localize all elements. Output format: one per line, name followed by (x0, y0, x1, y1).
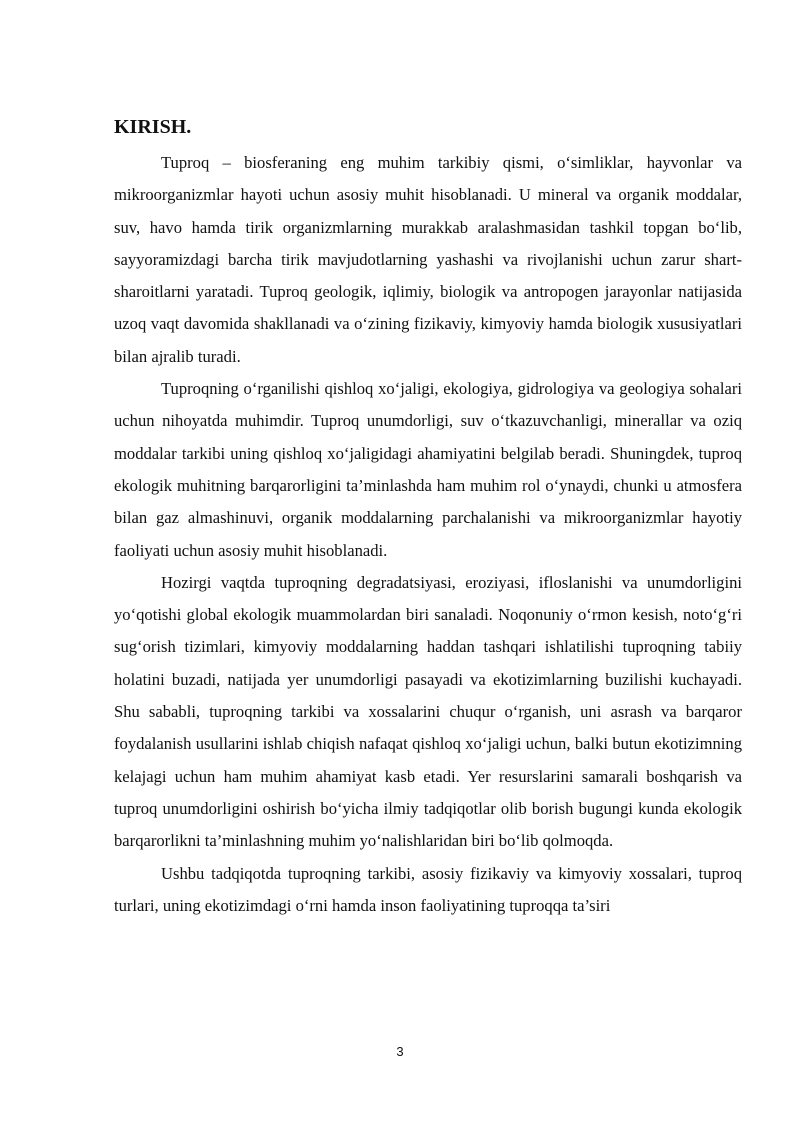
body-text (114, 147, 742, 922)
paragraph: Hozirgi vaqtda tuproqning degradatsiyasi, eroziyasi, ifloslanishi va unumdorligini yo‘qotishi global ekologik muammolardan biri sanaladi. Noqonuniy o‘rmon kesish, noto‘g‘ri sug‘orish tizimlari, kimyoviy moddalarning haddan tashqari ishlatilishi tuproqning tabiiy holatini buzadi, natijada yer unumdorligi pasayadi va ekotizimlarning buzilishi kuchayadi. Shu sababli, tuproqning tarkibi va xossalarini chuqur o‘rganish, uni asrash va barqaror foydalanish usullarini ishlab chiqish nafaqat qishloq xo‘jaligi uchun, balki butun ekotizimning kelajagi uchun ham muhim ahamiyat kasb etadi. Yer resurslarini samarali boshqarish va tuproq unumdorligini oshirish bo‘yicha ilmiy tadqiqotlar olib borish bugungi kunda ekologik barqarorlikni ta’minlashning muhim yo‘nalishlaridan biri bo‘lib qolmoqda. (114, 572, 742, 851)
paragraph: Tuproqning o‘rganilishi qishloq xo‘jaligi, ekologiya, gidrologiya va geologiya sohalari uchun nihoyatda muhimdir. Tuproq unumdorligi, suv o‘tkazuvchanligi, minerallar va oziq moddalar tarkibi uning qishloq xo‘jaligidagi ahamiyatini belgilab beradi. Shuningdek, tuproq ekologik muhitning barqarorligini ta’minlashda ham muhim rol o‘ynaydi, chunki u atmosfera bilan gaz almashinuvi, organik moddalarning parchalanishi va mikroorganizmlar hayotiy faoliyati uchun asosiy muhit hisoblanadi. (114, 379, 742, 560)
paragraph: Tuproq – biosferaning eng muhim tarkibiy qismi, o‘simliklar, hayvonlar va mikroorganizmlar hayoti uchun asosiy muhit hisoblanadi. U mineral va organik moddalar, suv, havo hamda tirik organizmlarning murakkab aralashmasidan tashkil topgan bo‘lib, sayyoramizdagi barcha tirik mavjudotlarning yashashi va rivojlanishi uchun zarur shart-sharoitlarni yaratadi. Tuproq geologik, iqlimiy, biologik va antropogen jarayonlar natijasida uzoq vaqt davomida shakllanadi va o‘zining fizikaviy, kimyoviy hamda biologik xususiyatlari bilan ajralib turadi. (114, 153, 742, 366)
page-number: 3 (396, 1044, 404, 1059)
paragraph: Ushbu tadqiqotda tuproqning tarkibi, asosiy fizikaviy va kimyoviy xossalari, tuproq turlari, uning ekotizimdagi o‘rni hamda inson faoliyatining tuproqqa ta’siri (114, 863, 742, 915)
section-heading: KIRISH. (114, 116, 192, 138)
